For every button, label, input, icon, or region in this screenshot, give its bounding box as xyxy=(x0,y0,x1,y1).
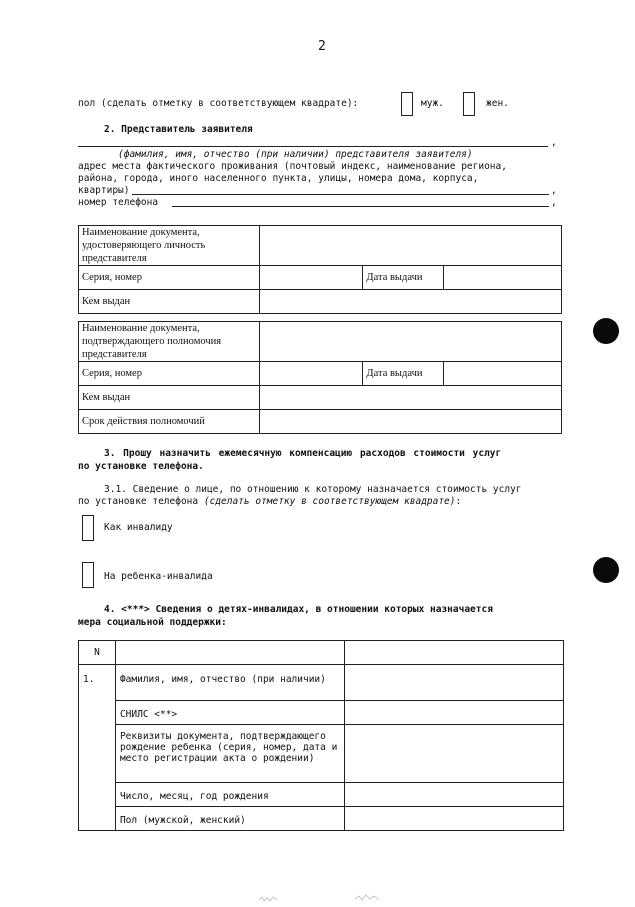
section3-line1: 3. Прошу назначить ежемесячную компенсацию расходов стоимости услуг xyxy=(104,448,502,459)
comma: , xyxy=(551,185,557,196)
punch-hole xyxy=(593,318,619,344)
identity-series-cell[interactable] xyxy=(259,266,363,290)
identity-issued-by-cell[interactable] xyxy=(259,290,561,314)
identity-series-label: Серия, номер xyxy=(79,266,260,290)
address-label-line3: квартиры) xyxy=(78,185,130,196)
section4-line1: 4. <***> Сведения о детях-инвалидах, в отношении которых назначается xyxy=(104,604,493,615)
birth-date-cell[interactable] xyxy=(344,783,563,807)
child-invalid-option-label: На ребенка-инвалида xyxy=(104,571,213,582)
phone-line[interactable] xyxy=(172,206,549,207)
scan-artifact xyxy=(258,888,278,896)
header-n: N xyxy=(79,641,116,665)
snils-cell[interactable] xyxy=(344,701,563,725)
identity-date-label: Дата выдачи xyxy=(363,266,444,290)
phone-label: номер телефона xyxy=(78,197,159,208)
authority-date-cell[interactable] xyxy=(444,362,562,386)
representative-name-line[interactable] xyxy=(78,146,548,147)
authority-document-table xyxy=(78,321,562,434)
section31-line1: 3.1. Сведение о лице, по отношению к которому назначается стоимость услуг xyxy=(104,484,522,495)
birth-doc-label: Реквизиты документа, подтверждающего рождение ребенка (серия, номер, дата и место регистрации акта о рождении) xyxy=(115,725,344,783)
birth-date-label: Число, месяц, год рождения xyxy=(115,783,344,807)
identity-issued-by-label: Кем выдан xyxy=(79,290,260,314)
address-line[interactable] xyxy=(132,194,549,195)
representative-name-hint: (фамилия, имя, отчество (при наличии) представителя заявителя) xyxy=(118,149,473,160)
gender-male-label: муж. xyxy=(421,98,444,109)
child-name-cell[interactable] xyxy=(344,665,563,701)
comma: , xyxy=(551,197,557,208)
invalid-checkbox[interactable] xyxy=(82,515,94,541)
section2-title: 2. Представитель заявителя xyxy=(104,124,253,135)
authority-series-label: Серия, номер xyxy=(79,362,260,386)
header-empty xyxy=(344,641,563,665)
authority-issued-by-label: Кем выдан xyxy=(79,386,260,410)
identity-doc-name-label: Наименование документа, удостоверяющего личность представителя xyxy=(79,226,260,266)
invalid-option-label: Как инвалиду xyxy=(104,522,173,533)
snils-label: СНИЛС <**> xyxy=(115,701,344,725)
authority-doc-name-cell[interactable] xyxy=(259,322,561,362)
section31-line2: по установке телефона xyxy=(78,496,204,507)
identity-doc-name-cell[interactable] xyxy=(259,226,561,266)
address-label-line2: района, города, иного населенного пункта, улицы, номера дома, корпуса, xyxy=(78,173,479,184)
section31-hint: (сделать отметку в соответствующем квадрате) xyxy=(203,496,456,507)
gender-female-label: жен. xyxy=(486,98,509,109)
authority-date-label: Дата выдачи xyxy=(363,362,444,386)
address-label-line1: адрес места фактического проживания (почтовый индекс, наименование региона, xyxy=(78,161,507,172)
page-number: 2 xyxy=(318,39,326,54)
row-number: 1. xyxy=(79,665,116,831)
sex-label: Пол (мужской, женский) xyxy=(115,807,344,831)
section3-line2: по установке телефона. xyxy=(78,461,204,472)
children-table xyxy=(78,640,564,831)
authority-series-cell[interactable] xyxy=(259,362,363,386)
sex-cell[interactable] xyxy=(344,807,563,831)
punch-hole xyxy=(593,557,619,583)
authority-validity-label: Срок действия полномочий xyxy=(79,410,260,434)
authority-validity-cell[interactable] xyxy=(259,410,561,434)
section4-line2: мера социальной поддержки: xyxy=(78,617,227,628)
authority-issued-by-cell[interactable] xyxy=(259,386,561,410)
birth-doc-cell[interactable] xyxy=(344,725,563,783)
scan-artifact xyxy=(354,888,380,898)
authority-doc-name-label: Наименование документа, подтверждающего полномочия представителя xyxy=(79,322,260,362)
gender-male-checkbox[interactable] xyxy=(401,92,413,116)
gender-label: пол (сделать отметку в соответствующем квадрате): xyxy=(78,98,359,109)
child-name-label: Фамилия, имя, отчество (при наличии) xyxy=(115,665,344,701)
gender-female-checkbox[interactable] xyxy=(463,92,475,116)
section31-colon: : xyxy=(455,496,462,507)
child-invalid-checkbox[interactable] xyxy=(82,562,94,588)
header-empty xyxy=(115,641,344,665)
identity-date-cell[interactable] xyxy=(444,266,562,290)
identity-document-table xyxy=(78,225,562,314)
comma: , xyxy=(551,137,557,148)
